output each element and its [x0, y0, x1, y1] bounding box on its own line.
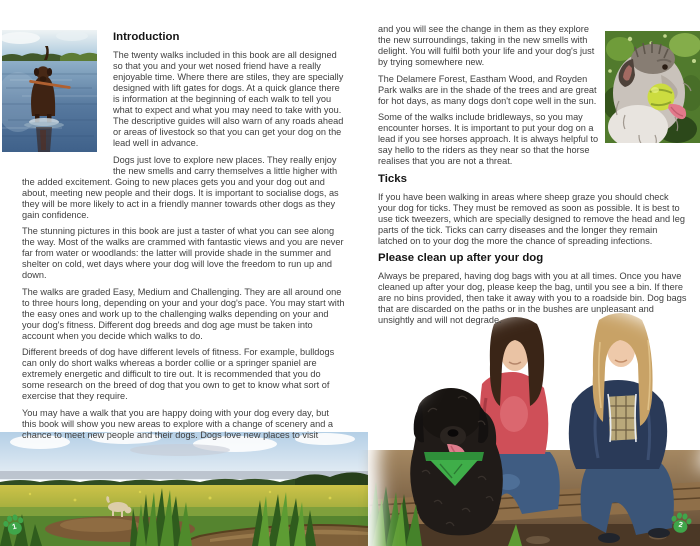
intro-paragraph-1: The twenty walks included in this book are all designed so that you and your wet nosed friend have a really enjoyable time. Where there are stiles, they are specially designed with lift gates for dogs. At a quick glance there is information at the beginning of each walk to tell you what to expect and what you may need to take with you. The descriptive guides will also warn of any roads ahead or areas of livestock so that you can get your dog on the lead well in advance. [113, 50, 344, 148]
girls-with-dog-photo [358, 302, 700, 546]
intro-paragraph-5: Different breeds of dog have different levels of fitness. For example, bulldogs can only do short walks whereas a border collie or a springer spaniel are extremely energetic and difficult to tire out. It is recommended that you do some research on the breed of dog that you own to get to know what sort of exercise that they require. [22, 347, 335, 401]
girls-with-dog-illustration [358, 302, 700, 546]
scruffy-photo-wrap-spacer [600, 24, 688, 148]
clean-up-heading: Please clean up after your dog [378, 252, 544, 264]
meadow-panorama-photo [0, 432, 368, 546]
clean-up-paragraph: Always be prepared, having dog bags with you at all times. Once you have cleaned up after your dog, please keep the bag, until you see a bin. If there are no bins provided, then take it away with you to a roadside bin. Dog bags that are discarded on the paths or in the bushes are unpleasant and unsightly and will not degrade. [378, 271, 687, 325]
continued-paragraph-3: Some of the walks include bridleways, so you may encounter horses. It is important to put your dog on a lead if you see horses approach. It is always helpful to say hello to the riders as they near so that the horse realises that you are not a threat. [378, 112, 599, 166]
left-page-text-column [22, 30, 345, 446]
ticks-paragraph: If you have been walking in areas where sheep graze you should check your dog for ticks. They must be removed as soon as possible. It is best to use tick tweezers, which are specially designed to remove the head and leg parts of the tick. Ticks can carry diseases and the longer they remain latched on to your dog the more the chance of spreading infections. [378, 191, 685, 246]
intro-paragraph-2: Dogs just love to explore new places. They really enjoy the new smells and carry themselves a little higher with the added excitement. Going to new places gets you and your dog out and about, meeting new people and their dogs. It is important to socialise dogs, as they will be more likely to act in a friendly manner towards other dogs as they gain confidence. [22, 154, 339, 220]
right-page-text-column [378, 24, 688, 332]
left-page-number: 1 [11, 521, 18, 532]
continued-paragraph-2: The Delamere Forest, Eastham Wood, and Royden Park walks are in the shade of the trees and are great for hot days, as many dogs don't cope well in the sun. [378, 73, 597, 106]
introduction-heading: Introduction [113, 31, 180, 43]
intro-paragraph-3: The stunning pictures in this book are just a taster of what you can see along the way. Most of the walks are crammed with fantastic views and you are never far from water or woodlands: the latter will provide shade in the summer and shelter on cold, wet days where your dog will love the freedom to run up and down. [22, 226, 344, 280]
lake-photo-wrap-spacer [22, 30, 113, 168]
ticks-heading: Ticks [378, 172, 407, 185]
continued-paragraph-1: and you will see the change in them as they explore the new surroundings, taking in the new smells with delight. You will fulfil both your life and your dog's just by trying somewhere new. [378, 24, 595, 67]
right-page-number: 2 [677, 519, 684, 530]
right-page-number-paw [668, 509, 694, 536]
intro-paragraph-4: The walks are graded Easy, Medium and Challenging. They are all around one to three hours long, depending on your and your dog's pace. You may start with the easy ones and work up to the challenging walks depending on your and your dog's fitness. Different dog breeds and dog age must be taken into account when you decide which walks to do. [22, 286, 345, 341]
meadow-illustration [0, 432, 368, 546]
intro-paragraph-6: You may have a walk that you are happy doing with your dog every day, but this book will show you new areas to explore with a change of scenery and a chance to meet new people and their dogs. Dogs love new places to visit [22, 407, 334, 440]
